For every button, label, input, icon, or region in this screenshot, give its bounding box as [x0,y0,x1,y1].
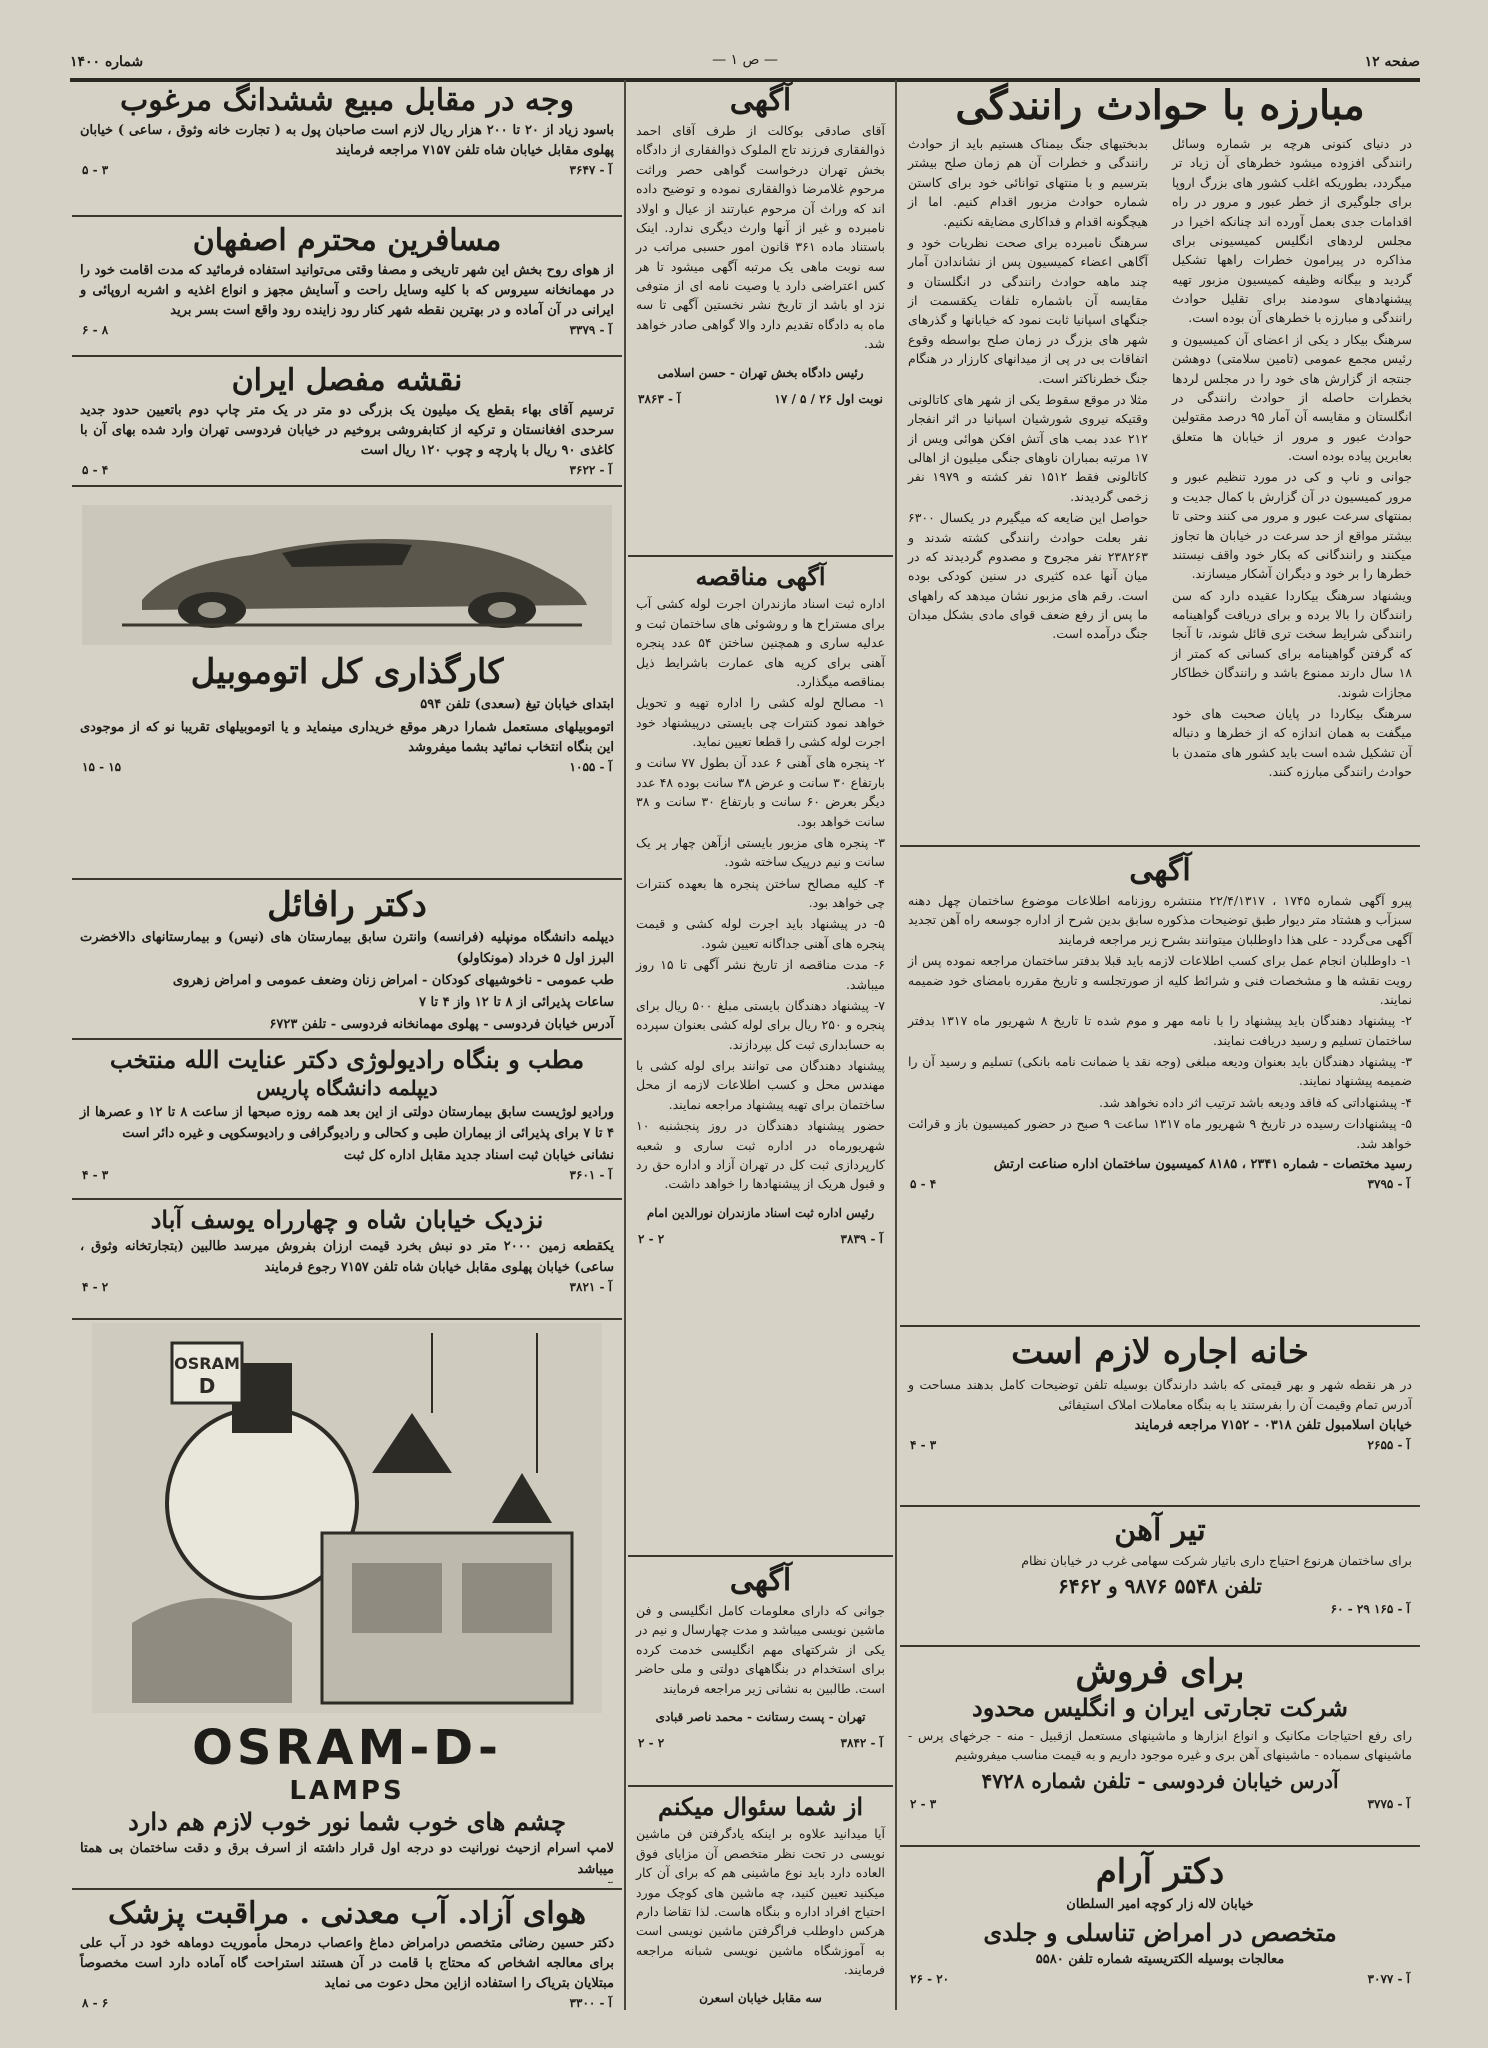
divider [900,845,1420,847]
ad-garage-address: ابتدای خیابان تیغ (سعدی) تلفن ۵۹۴ [420,697,614,713]
ad-run: ۳ - ۴ [910,1438,937,1453]
ad-tender-item: ۶- مدت مناقصه از تاریخ نشر آگهی تا ۱۵ روز میباشد. [636,957,885,992]
ad-code-line [82,323,612,337]
editorial-paragraph: جوانی و ناپ و کی در مورد تنظیم عبور و مرور کمیسیون در آن گزارش با کمال جدیت و بمنتهای سرعت عبور و مرور می کنند وحتی تا بیشتر مواقع از حد سرعت در خیابان ها تجاوز میکنند و رانندگانی که بکار خود واقف نیستند خطرها را بر خود و دیگران آشکار میسازند. [1172,469,1412,582]
ad-cash-body: باسود زیاد از ۲۰ تا ۲۰۰ هزار ریال لازم است صاحبان پول به ( تجارت خانه وثوق ، ساعی ) خیابان پهلوی مقابل خیابان شاه تلفن ۷۱۵۷ مراجعه فرمایند [80,123,614,159]
ad-house-title: خانه اجاره لازم است [1011,1332,1309,1372]
ad-notice-item: ۳- پیشنهاد دهندگان باید بعنوان ودیعه مبلغی (وجه نقد یا ضمانت نامه بانکی) تسلیم و رسید آن را ضمیمه پیشنهاد نمایند. [908,1054,1412,1089]
ad-run: ۱۵ - ۱۵ [82,759,122,774]
ad-tender-item: ۴- کلیه مصالح ساختن پنجره ها بعهده کنترات چی خواهد بود. [636,875,885,911]
editorial-paragraph: سرهنگ نامبرده برای صحت نظریات خود و آگاهی اعضاء کمیسیون پس از نشاندادن آمار چند ماهه حوادث رانندگی در انگلستان و مقایسه آن باشماره تلفات یکقسمت از جنگهای اسپانیا ثابت نمود که خیابانها و گذرهای شهر های بزرگ در زمان صلح بواسطه وقوع اتفاقات بی در پی از میدانهای کارزار در هنگام جنگ خطرناکتر است. [908,234,1148,386]
masthead-center: — ص ۱ — [712,52,778,68]
ad-run: ۲۰ - ۲۶ [910,1972,950,1987]
ad-run [82,1882,108,1883]
ad-run: ۲ - ۴ [82,1279,109,1294]
editorial-paragraph: سرهنگ بیکاردا در پایان صحبت های خود میگفت به همان اندازه که از خطرها و دنباله آن تشکیل شده است باید کشور های متمدن با حوادث رانندگی مبارزه کنند. [1172,705,1412,779]
ad-code: آ - ۳۶۰۱ [569,1167,612,1182]
ad-job [628,1560,893,1780]
ad-house-body: در هر نقطه شهر و بهر قیمتی که باشد دارندگان بوسیله تلفن توضیحات کامل بدهند مساحت و آدرس تمام وقیمت آن را بفرستند یا به بنگاه معاملات املاک استیفائی [908,1377,1412,1412]
divider [900,1505,1420,1507]
editorial-title: مبارزه با حوادث رانندگی [955,82,1365,129]
ad-doctor-address: خیابان لاله زار کوچه امیر السلطان [1066,1897,1254,1913]
ad-beam-phone-label: تلفن ۵۵۴۸ [1174,1574,1262,1599]
column-right [900,80,1420,2010]
ad-tender-item: ۲- پنجره های آهنی ۶ عدد آن بطول ۷۷ سانت و بارتفاع ۳۰ سانت و عرض ۳۸ سانت بوده ۴۸ عدد دیگر بعرض ۶۰ سانت و بارتفاع ۳۰ سانت و ۳۸ سانت خواهد بود. [636,755,886,829]
ad-code-line [82,1168,612,1182]
ad-house-address: خیابان اسلامبول تلفن ۰۳۱۸ - ۷۱۵۲ مراجعه فرمایند [1134,1418,1412,1434]
divider [72,485,622,487]
ad-run: ۸ - ۶ [82,323,109,338]
ad-garage-body: اتوموبیلهای مستعمل شمارا درهر موقع خریداری مینماید و یا اتوموبیلهای تقریبا نو که از موجودی این بنگاه انتخاب نمائید بشما میفروشد [80,719,614,755]
ad-land-title: نزدیک خیابان شاه و چهارراه یوسف آباد [150,1205,544,1234]
ad-beam-title: تیر آهن [1114,1513,1206,1548]
ad-code-line [638,392,883,406]
osram-brand-big: OSRAM-D- [192,1720,502,1776]
ad-tender-title: آگهی مناقصه [695,562,826,591]
ad-beam [900,1510,1420,1640]
osram-lamps: LAMPS [289,1776,405,1806]
ad-run: ۲ - ۲ [638,1735,665,1750]
ad-tender-item: پیشنهاد دهندگان می توانند برای لوله کشی با مهندس محل و کسب اطلاعات لازمه از محل ساختمان برای تهیه پیشنهاد مراجعه نمایند. [636,1058,885,1112]
ad-code-line [910,1438,1410,1452]
ad-doctor-specialty: متخصص در امراض تناسلی و جلدی [983,1917,1337,1947]
ad-code-line [82,1996,612,2010]
ad-inheritance [628,80,893,550]
ad-radiology-title: مطب و بنگاه رادیولوژی دکتر عنایت الله منتخب [109,1045,585,1074]
ad-sale-company: شرکت تجارتی ایران و انگلیس محدود [972,1693,1348,1723]
column-left [72,80,622,2010]
page-label: صفحه ۱۲ [1364,54,1420,70]
column-divider-right [895,80,897,2010]
ad-notice-item: ۵- پیشنهادات رسیده در تاریخ ۹ شهریور ماه ۱۳۱۷ ساعت ۹ صبح در حضور کمیسیون باز و قرائت خواهد شد. [908,1116,1412,1151]
ad-sale-title: برای فروش [1075,1652,1245,1692]
ad-1-title: آگهی [729,83,792,118]
ad-air-title: هوای آزاد. آب معدنی . مراقبت پزشک [107,1896,587,1931]
ad-tender-item: ۵- در پیشنهاد باید اجرت لوله کشی و قیمت پنجره های آهنی جداگانه تعیین شود. [636,916,885,951]
ad-air [72,1893,622,2010]
ad-beam-phones [900,1574,1420,1598]
ad-notice-item: ۴- پیشنهاداتی که فاقد ودیعه باشد ترتیب اثر داده نخواهد شد. [1098,1094,1412,1110]
ad-radiology [72,1043,622,1193]
ad-code: آ - ۲۶۵۵ [1367,1438,1410,1453]
ad-code-line [82,1280,612,1294]
editorial-right-column [1164,132,1420,783]
divider [72,1318,622,1320]
osram-body: لامپ اسرام ازحیث نورانیت دو درجه اول قرار داشته از اسرف برق و دقت ساختمان بی همتا میباشد [80,1841,614,1877]
ad-code-line [82,760,612,774]
divider [72,1198,622,1200]
ad-1-signature: رئیس دادگاه بخش تهران - حسن اسلامی [657,365,864,380]
ad-tender-item: ۷- پیشنهاد دهندگان بایستی مبلغ ۵۰۰ ریال برای پنجره و ۲۵۰ ریال برای لوله کشی بعنوان سپرده به حسابداری ثبت کل بپردازند. [636,997,886,1052]
ad-notice-item: ۱- داوطلبان انجام عمل برای کسب اطلاعات لازمه باید قبلا بدفتر ساختمان مراجعه نموده پس از رویت نقشه ها و مشخصات فنی و شرائط کلیه از صورتجلسه و تاریخ مقرره بامضای خود ضمیمه نمایند. [908,953,1412,1007]
ad-run: ۶ - ۸ [82,1996,109,2010]
ad-code-line [82,163,612,177]
ad-rafael-title: دکتر رافائل [267,885,427,925]
ad-code: آ - ۳۸۶۳ [638,391,681,406]
editorial-paragraph: بدبختیهای جنگ بیمناک هستیم باید از حوادث رانندگی و خطرات آن هم زمان صلح بیشتر بترسیم و با منتهای توانائی خود برای کاستن شماره حوادث مزبور اقدام کنیم. اما از هیچگونه اقدام و فداکاری مضایقه نکنیم. [908,136,1148,229]
ad-code: آ - ۳۷۷۵ [1367,1796,1410,1811]
ad-rafael-body: دیپلمه دانشگاه مونپلیه (فرانسه) وانترن سابق بیمارستان های (نیس) و بیمارستانهای دالاخضرت البرز اول ۵ خرداد (مونکاولو) [80,930,614,966]
ad-tender [628,560,893,1550]
editorial-left-column [900,132,1156,783]
ad-radiology-body: ورادیو لوژیست سابق بیمارستان دولتی از این بعد همه روزه صبحها از ساعت ۸ تا ۱۲ و عصرها از ۴ تا ۷ برای پذیرائی از بیماران طبی و کحالی و رادیوگرافی و رادیوسکوپی و غیره دائر است [80,1105,614,1141]
ad-run: ۴ - ۵ [82,463,109,478]
divider [628,1555,893,1557]
ad-notice-item: ۲- پیشنهاد دهندگان باید پیشنهاد را با نامه مهر و موم شده تا تاریخ ۸ شهریور ماه ۱۳۱۷ بدفتر ساختمان تسلیم و رسید دریافت نمایند. [908,1013,1412,1048]
editorial-paragraph: در دنیای کنونی هرچه بر شماره وسائل رانندگی افزوده میشود خطرهای آن زیاد تر میگردد، بطوریکه اغلب کشور های بزرگ اروپا برای جلوگیری از خطر عبور و مرور در راه اقدامات جدی بعمل آورده اند چنانکه اخیرا در مجلس لردهای انگلیس کمیسیونی برای مذاکره در پیرامون خطرات راهها تشکیل گردید و بیگانه وظیفه کمیسیون مزبور تهیه پیشنهادهای سودمند برای تقلیل حوادث رانندگی و مبارزه با خطرهای آن بوده است. [1172,136,1412,326]
divider [900,1845,1420,1847]
ad-cash [72,80,622,210]
divider [900,1325,1420,1327]
divider [900,1645,1420,1647]
ad-osram [72,1323,622,1883]
ad-cash-title: وجه در مقابل مبیع ششدانگ مرغوب [119,83,574,118]
editorial-paragraph: مثلا در موقع سقوط یکی از شهر های کاتالونی وقتیکه نیروی شورشیان اسپانیا در اثر انفجار ۲۱۲ عدد بمب های آتش افکن هوائی ویس از ۱۷ مرتبه بمباران ناوهای جنگی میلیون از اهالی کاتالونی فقط ۱۵۱۲ نفر کشته و ۱۹۷۹ نفر زخمی گردیدند. [908,391,1148,504]
ad-run: ۳ - ۲ [910,1796,937,1811]
ad-2-body: جوانی که دارای معلومات کامل انگلیسی و فن ماشین نویسی میباشد و مدت چهارسال و نیم در یکی از شرکتهای مهم انگلیسی خدمت کرده برای استخدام در بنگاههای دولتی و ملی حاضر است. طالبین به نشانی زیر مراجعه فرمایند [636,1603,885,1696]
ad-tender-item: ۳- پنجره های مزبور بایستی ازآهن چهار پر یک سانت و نیم درپیک ساخته شود. [636,834,885,870]
ad-notice-title: آگهی [1129,853,1191,888]
masthead [70,48,1420,82]
ad-land [72,1203,622,1313]
ad-code: آ - ۳۶۴۷ [569,163,612,178]
ad-code-line [82,463,612,477]
ad-tender-item: ۱- مصالح لوله کشی را اداره تهیه و تحویل خواهد نمود کنترات چی بایستی درپیشنهاد خود اجرت لوله کشی را قطعا تعیین نماید. [636,695,885,750]
ad-3-title: از شما سئوال میکنم [657,1792,864,1821]
osram-illustration [92,1323,602,1713]
ad-map [72,360,622,480]
issue-label: شماره ۱۴۰۰ [70,54,144,70]
divider [72,355,622,357]
ad-notice [900,850,1420,1320]
editorial-paragraph: سرهنگ بیکار د یکی از اعضای آن کمیسیون و رئیس مجمع عمومی (تامین سلامتی) دوهشن جنتجه از گزارش های خود را در مجلس لردها بخطرات حاصله از حوادث رانندگی در انگلستان و مقایسه آن آمار ۹۵ درصد مقتولین حوادث عبور و مرور از خیابان ها متعلق بعابرین پیاده بوده است. [1172,331,1412,463]
ad-map-title: نقشه مفصل ایران [231,363,463,398]
ad-code: آ - ۱۶۵ ۲۹ - ۶۰ [1330,1602,1410,1617]
editorial-paragraph: ویشنهاد سرهنگ بیکاردا عقیده دارد که سن رانندگان را بالا برده و برای دریافت گواهینامه رانندگی شرایط سخت تری قائل شوند، تا آنجا که گرفتن گواهینامه برای کسانی که کمتر از ۱۸ سال دارند ممنوع باشد و رانندگان خطاکار مجازات شوند. [1172,587,1412,700]
divider [72,1888,622,1890]
divider [72,1038,622,1040]
ad-sale [900,1650,1420,1840]
ad-sale-address: آدرس خیابان فردوسی - تلفن شماره ۴۷۲۸ [981,1768,1339,1793]
ad-doctor [900,1850,1420,2010]
ad-garage-title: کارگذاری کل اتوموبیل [190,652,504,692]
ad-doctor-title: دکتر آرام [1095,1852,1225,1892]
ad-code-line [910,1797,1410,1811]
ad-code-line [910,1177,1410,1191]
editorial-article [900,80,1420,840]
ad-question [628,1790,893,2010]
ad-house [900,1330,1420,1500]
divider [72,215,622,217]
ad-rafael-specialty: طب عمومی - ناخوشیهای کودکان - امراض زنان وضعف عمومی و امراض زهروی [172,972,614,988]
ad-beam-phone-numbers: ۹۸۷۶ و ۶۴۶۲ [1058,1574,1168,1599]
ad-run: ۴ - ۵ [910,1177,937,1192]
ad-code: آ - ۳۸۳۹ [840,1231,883,1246]
ad-sale-body: رای رفع احتیاجات مکانیک و انواع ابزارها و ماشینهای مستعمل ازقبیل - منه - جرخهای پرس - ماشینهای سمباده - ماشینهای آهن بری و غیره موجود داریم و به قیمت مناسب میفروشیم [908,1727,1412,1763]
ad-code: آ - ۳۸۴۲ [840,1735,883,1750]
ad-code: آ - ۳۸۲۱ [569,1279,612,1294]
ad-garage [72,490,622,875]
ad-tender-item: حضور پیشنهاد دهندگان در روز پنجشنبه ۱۰ شهریورماه در اداره ثبت ساری و شعبه کارپردازی ثبت کل در تهران آزاد و اداره حق رد و قبول هریک از پیشنهادها را خواهد داشت. [636,1118,885,1192]
ad-air-body: دکتر حسین رضائی متخصص درامراض دماغ واعصاب درمحل مأموریت دوماهه خود در آب علی برای معالجه اشخاص که محتاج با قامت در آن هستند استراحت گاه آماده دارد است مخصوصاً مبتلایان بتریاک را استفاده ازاین محل دعوت می نماید [80,1936,614,1992]
ad-map-body: ترسیم آقای بهاء بقطع یک میلیون یک بزرگی دو متر در یک متر چاپ دوم باتعیین حدود جدید سرحدی افغانستان و ترکیه از کتابفروشی بروخیم در خیابان فردوسی تهران وارد شده بهای آن با کاغذی ۹۰ ریال با پارچه و چوب ۱۲۰ ریال است [80,403,614,459]
ad-2-title: آگهی [729,1563,792,1598]
ad-isfahan-title: مسافرین محترم اصفهان [192,223,502,258]
ad-1-date: نوبت اول ۲۶ / ۵ / ۱۷ [774,391,883,406]
ad-2-address: تهران - پست رستانت - محمد ناصر قبادی [655,1709,866,1724]
ad-doctor-treatment: معالجات بوسیله الکتریسیته شماره تلفن ۵۵۸۰ [1035,1951,1285,1967]
ad-3-address: سه مقابل خیابان اسعرن [699,1991,822,2006]
ad-code: آ - ۳۳۷۹ [569,323,612,338]
ad-code: آ - ۳۶۲۲ [569,463,612,478]
ad-tender-signature: رئیس اداره ثبت اسناد مازندران نورالدین امام [646,1205,875,1220]
ad-notice-footer: رسید مختصات - شماره ۲۳۴۱ ، ۸۱۸۵ کمیسیون ساختمان اداره صناعت ارتش [993,1156,1412,1172]
ad-garage-text [72,650,622,774]
ad-code-line [82,1882,612,1883]
divider [72,878,622,880]
divider [628,1785,893,1787]
osram-brand-letter: D [198,1374,216,1398]
ad-code: آ - ۳۳۰۰ [569,1996,612,2010]
ad-code-line [638,1232,883,1246]
ad-code: آ - ۱۰۵۵ [569,759,612,774]
ad-isfahan [72,220,622,350]
editorial-body [900,132,1420,783]
ad-3-body: آیا میدانید علاوه بر اینکه یادگرفتن فن ماشین نویسی در تحت نظر متخصص آن مزایای فوق العاده دارد باید نوع ماشینی هم که برای آن کار میکنید تعیین کنید، چه ماشین های کوچک مورد احتیاج افراد اداره و بنگاه هاست. لذا تقاضا دارم هرکس داوطلب فراگرفتن ماشین نویسی است به آموزشگاه ماشین نویسی شبانه مراجعه فرمایند. [636,1826,885,1978]
column-middle [628,80,893,2010]
ad-isfahan-body: از هوای روح بخش این شهر تاریخی و مصفا وقتی می‌توانید استفاده فرمائید که مدت اقامت خود را در مهمانخانه سیروس که با کلیه وسایل راحت و آسایش مجهز و انواع اغذیه و اشربه اروپائی و ایرانی در آن آماده و در بهترین نقطه شهر کنار رود زاینده رود واقع است بسر برید [80,263,614,319]
car-illustration [82,505,612,645]
editorial-paragraph: حواصل این ضایعه که میگیرم در یکسال ۶۳۰۰ نفر بعلت حوادث رانندگی کشته شدند و ۲۳۸۲۶۳ نفر مجروح و مصدوم گردیدند که در میان آنها عده کثیری در سنین کودکی بوده است. رقم های مزبور نشان میدهد که راههای ما پس از رفع ضعف قوای مادی بشکل میدان جنگ درآمده است. [908,510,1148,642]
ad-1-body: آقای صادقی بوکالت از طرف آقای احمد ذوالفقاری فرزند تاج الملوک ذوالفقاری از دادگاه بخش تهران درخواست گواهی حصر وراثت مرحوم غلامرضا ذوالفقاری نموده و توضیح داده اند که وراث آن مرحوم عبارتند از عیال و اولاد نامبرده و غیر از آنها وارث دیگری ندارد. اینک باستناد ماده ۳۶۱ قانون امور حسبی مراتب در سه نوبت ماهی یک مرتبه آگهی میشود تا هر کس اعتراضی دارد یا وصیت نامه ای از متوفی نزد او باشد از تاریخ نشر نخستین آگهی تا سه ماه به دادگاه تقدیم دارد والا گواهی صادر خواهد شد. [636,123,886,352]
osram-slogan: چشم های خوب شما نور خوب لازم هم دارد [128,1807,566,1836]
osram-text [72,1805,622,1883]
ad-code: آ - ۳۷۹۵ [1367,1177,1410,1192]
osram-brand-top: OSRAM [174,1354,240,1373]
ad-code-line [910,1972,1410,1986]
ad-beam-body: برای ساختمان هرنوع احتیاج داری باتیار شرکت سهامی غرب در خیابان نظام [1021,1553,1412,1568]
ad-code-line [910,1602,1410,1616]
ad-land-body: یکقطعه زمین ۲۰۰۰ متر دو نبش بخرد قیمت ارزان بفروش میرسد طالبین (بتجارتخانه وثوق ، ساعی) خیابان پهلوی مقابل خیابان شاه تلفن ۷۱۵۷ رجوع فرمایند [80,1239,615,1275]
ad-notice-intro: پیرو آگهی شماره ۱۷۴۵ ، ۲۲/۴/۱۳۱۷ منتشره روزنامه اطلاعات موضوع ساختمان چهل دهنه سبزآب و هشتاد متر دیوار طبق توضیحات مذکوره سابق بدین شرح از اداره جوسعه راه آهن تجدید آگهی می‌گردد - علی هذا داوطلبان میتوانند بشرح زیر مراجعه فرمایند [908,893,1412,947]
ad-code: آ - ۳۰۷۷ [1367,1972,1410,1987]
ad-rafael-hours: ساعات پذیرائی از ۸ تا ۱۲ واز ۴ تا ۷ [418,994,614,1010]
ad-code [570,1882,612,1883]
ad-code-line [638,1736,883,1750]
ad-run: ۳ - ۴ [82,1167,109,1182]
divider [628,555,893,557]
ad-run: ۳ - ۵ [82,163,109,178]
ad-rafael-address: آدرس خیابان فردوسی - پهلوی مهمانخانه فردوسی - تلفن ۶۷۲۳ [269,1016,614,1032]
ad-radiology-subtitle: دیپلمه دانشگاه پاریس [256,1076,438,1101]
ad-rafael [72,883,622,1033]
ad-run: ۲ - ۲ [638,1231,665,1246]
ad-radiology-address: نشانی خیابان ثبت اسناد جدید مقابل اداره کل ثبت [343,1147,614,1163]
ad-tender-intro: اداره ثبت اسناد مازندران اجرت لوله کشی آب برای مستراح ها و روشوئی های ساختمان ثبت و عدلیه ساری و همچنین ساختن ۵۴ عدد پنجره آهنی برای کرپه های عمارت باشرایط ذیل بمناقصه میگذارد. [636,596,885,689]
column-divider-left [624,80,626,2010]
